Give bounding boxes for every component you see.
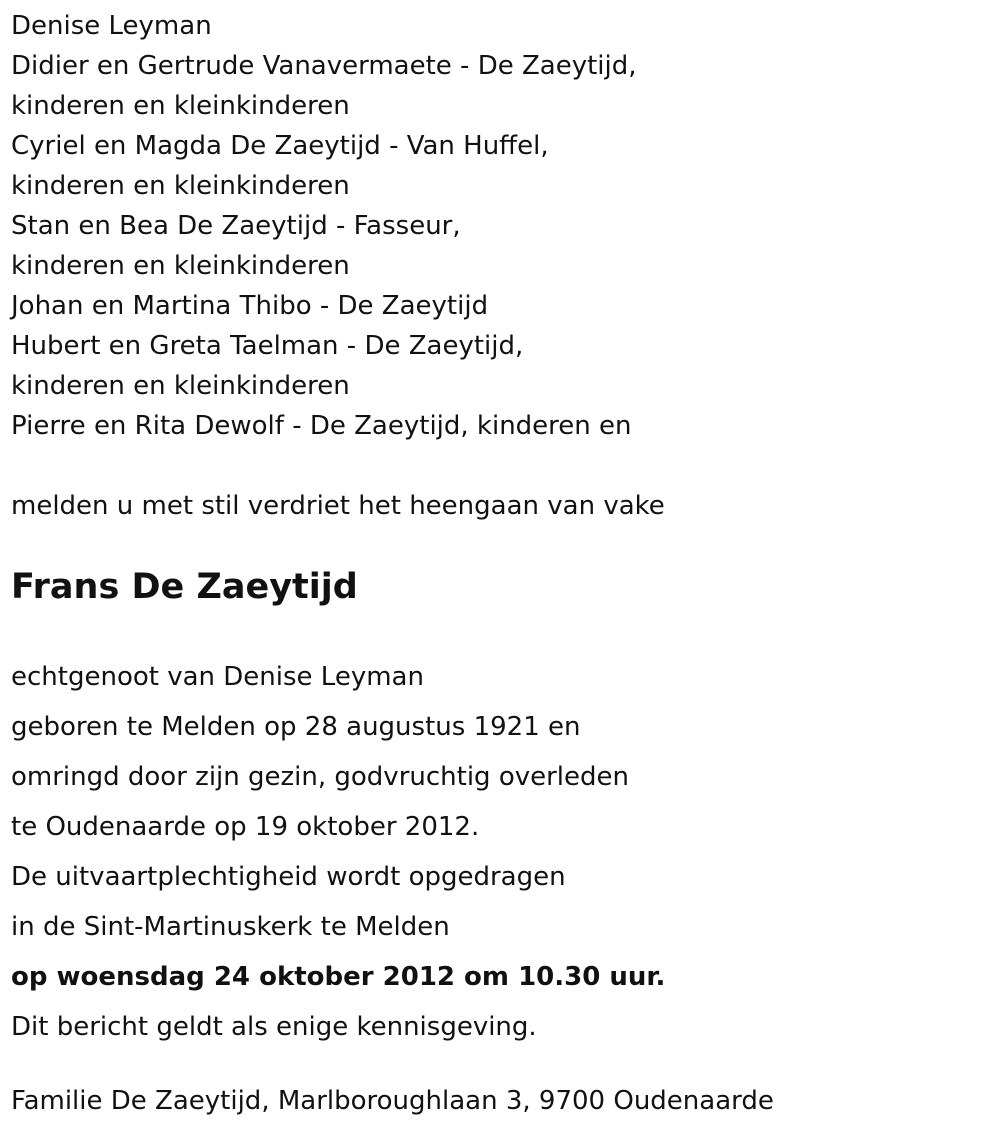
family-line: Cyriel en Magda De Zaeytijd - Van Huffel, xyxy=(11,131,549,161)
family-line: Didier en Gertrude Vanavermaete - De Zaeytijd, xyxy=(11,51,637,81)
detail-line: Dit bericht geldt als enige kennisgeving. xyxy=(11,1012,537,1042)
detail-line: echtgenoot van Denise Leyman xyxy=(11,662,424,692)
family-line: Pierre en Rita Dewolf - De Zaeytijd, kinderen en xyxy=(11,411,632,441)
family-line: kinderen en kleinkinderen xyxy=(11,171,350,201)
family-address: Familie De Zaeytijd, Marlboroughlaan 3, 9700 Oudenaarde xyxy=(11,1086,774,1116)
family-line: Hubert en Greta Taelman - De Zaeytijd, xyxy=(11,331,524,361)
details-list xyxy=(11,652,665,1052)
family-list xyxy=(11,6,637,446)
family-line: Johan en Martina Thibo - De Zaeytijd xyxy=(11,291,489,321)
detail-line: De uitvaartplechtigheid wordt opgedragen xyxy=(11,862,566,892)
family-line: Denise Leyman xyxy=(11,11,212,41)
detail-line: in de Sint-Martinuskerk te Melden xyxy=(11,912,450,942)
detail-line: te Oudenaarde op 19 oktober 2012. xyxy=(11,812,480,842)
announcement-text: melden u met stil verdriet het heengaan van vake xyxy=(11,491,665,521)
deceased-name: Frans De Zaeytijd xyxy=(11,567,358,607)
family-line: kinderen en kleinkinderen xyxy=(11,251,350,281)
family-line: kinderen en kleinkinderen xyxy=(11,91,350,121)
funeral-date-line: op woensdag 24 oktober 2012 om 10.30 uur. xyxy=(11,962,666,992)
family-line: kinderen en kleinkinderen xyxy=(11,371,350,401)
detail-line: geboren te Melden op 28 augustus 1921 en xyxy=(11,712,581,742)
detail-line: omringd door zijn gezin, godvruchtig overleden xyxy=(11,762,629,792)
family-line: Stan en Bea De Zaeytijd - Fasseur, xyxy=(11,211,461,241)
